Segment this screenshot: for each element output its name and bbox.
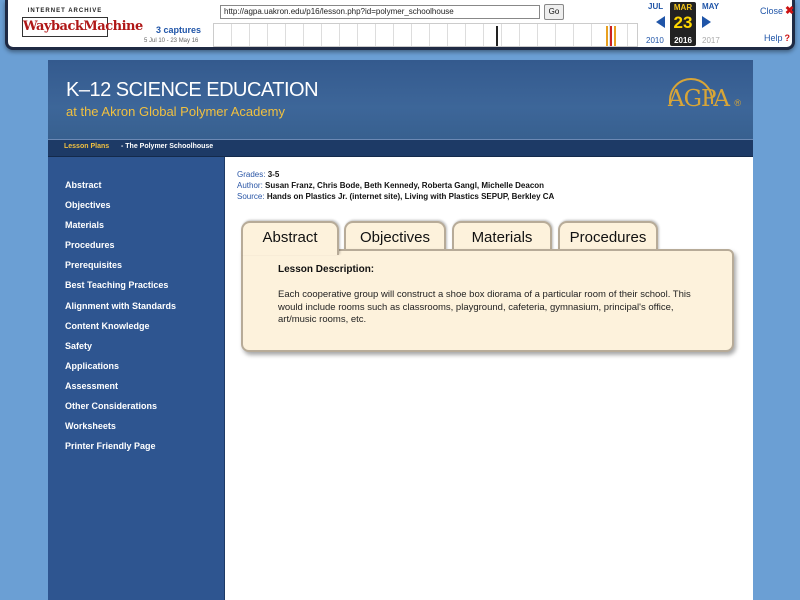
registered-icon: ® — [734, 98, 741, 108]
wayback-logo[interactable] — [22, 8, 143, 38]
sidebar-item-procedures[interactable]: Procedures — [65, 240, 115, 251]
help-icon: ? — [784, 33, 791, 43]
current-day: 23 — [673, 13, 693, 32]
url-input[interactable]: http://agpa.uakron.edu/p16/lesson.php?id=polymer_schoolhouse — [220, 5, 540, 19]
tab-abstract[interactable]: Abstract — [241, 221, 339, 255]
sidebar-item-worksheets[interactable]: Worksheets — [65, 421, 116, 432]
timeline-capture-mark[interactable] — [610, 26, 612, 46]
sidebar-item-printer-friendly-page[interactable]: Printer Friendly Page — [65, 441, 156, 452]
sidebar-menu — [48, 157, 224, 456]
next-month-link[interactable]: MAY — [702, 2, 720, 11]
breadcrumb-current-label: The Polymer Schoolhouse — [125, 143, 214, 150]
breadcrumb-section-link[interactable]: Lesson Plans — [64, 143, 110, 150]
timeline-capture-mark[interactable] — [614, 26, 616, 46]
prev-year-link[interactable]: 2010 — [646, 36, 664, 45]
current-capture-date — [670, 2, 696, 46]
grades-label: Grades: — [237, 170, 266, 179]
author-value: Susan Franz, Chris Bode, Beth Kennedy, Roberta Gangl, Michelle Deacon — [265, 181, 545, 190]
author-label: Author: — [237, 181, 263, 190]
timeline-capture-mark[interactable] — [606, 26, 608, 46]
timeline-capture-mark[interactable] — [496, 26, 498, 46]
sidebar-item-assessment[interactable]: Assessment — [65, 380, 119, 391]
captures-link[interactable]: 3 captures — [156, 25, 202, 35]
sidebar-item-alignment-with-standards[interactable]: Alignment with Standards — [65, 300, 177, 311]
lesson-info — [237, 169, 554, 202]
sidebar-item-objectives[interactable]: Objectives — [65, 200, 111, 211]
capture-timeline[interactable] — [213, 23, 638, 47]
page — [48, 60, 753, 600]
source-value: Hands on Plastics Jr. (internet site), Living with Plastics SEPUP, Berkley CA — [266, 192, 555, 201]
lesson-description-heading: Lesson Description: — [278, 264, 375, 275]
sidebar-item-abstract[interactable]: Abstract — [65, 180, 102, 190]
sidebar — [48, 157, 225, 600]
grades-value: 3-5 — [267, 170, 280, 179]
current-year: 2016 — [674, 36, 692, 45]
go-button[interactable]: Go — [544, 4, 564, 20]
sidebar-item-materials[interactable]: Materials — [65, 220, 105, 231]
sidebar-item-safety[interactable]: Safety — [65, 340, 93, 351]
help-label: Help — [764, 33, 783, 43]
grades-row — [237, 169, 554, 180]
prev-arrow-icon[interactable] — [656, 16, 665, 28]
month-navigator — [644, 2, 724, 46]
captures-range: 5 Jul 10 - 23 May 16 — [144, 38, 199, 44]
breadcrumb-separator: - — [121, 143, 126, 150]
sidebar-item-other-considerations[interactable]: Other Considerations — [65, 401, 158, 412]
tab-procedures[interactable]: Procedures — [558, 221, 658, 251]
wayback-logo-main: WaybackMachine — [22, 17, 108, 37]
tab-objectives[interactable]: Objectives — [344, 221, 446, 251]
current-month: MAR — [673, 3, 693, 12]
sidebar-item-prerequisites[interactable]: Prerequisites — [65, 260, 123, 271]
next-arrow-icon[interactable] — [702, 16, 711, 28]
sidebar-item-best-teaching-practices[interactable]: Best Teaching Practices — [65, 280, 169, 291]
close-label: Close — [760, 6, 784, 16]
logo-text: AGPA — [668, 86, 729, 112]
next-year-link[interactable]: 2017 — [702, 36, 720, 45]
author-row — [237, 180, 554, 191]
breadcrumb — [48, 139, 753, 157]
agpa-logo[interactable] — [643, 76, 743, 124]
close-icon: ✖ — [785, 5, 795, 17]
prev-month-link[interactable]: JUL — [648, 2, 664, 11]
sidebar-item-content-knowledge[interactable]: Content Knowledge — [65, 320, 150, 331]
help-button[interactable] — [764, 33, 790, 43]
sidebar-item-applications[interactable]: Applications — [65, 360, 120, 371]
site-banner — [48, 60, 753, 139]
breadcrumb-current — [121, 143, 213, 150]
wayback-logo-top: INTERNET ARCHIVE — [27, 8, 103, 14]
abstract-panel — [241, 249, 734, 352]
source-row — [237, 191, 554, 202]
tab-materials[interactable]: Materials — [452, 221, 552, 251]
source-label: Source: — [237, 192, 265, 201]
lesson-description-text: Each cooperative group will construct a shoe box diorama of a particular room of their school. This would include rooms such as classrooms, playground, cafeteria, gymnasium, principal's office, art/music rooms, etc. — [278, 289, 691, 325]
wayback-toolbar — [5, 0, 795, 50]
site-subtitle: at the Akron Global Polymer Academy — [66, 104, 285, 119]
site-title: K–12 SCIENCE EDUCATION — [66, 79, 319, 101]
close-button[interactable] — [760, 4, 794, 17]
